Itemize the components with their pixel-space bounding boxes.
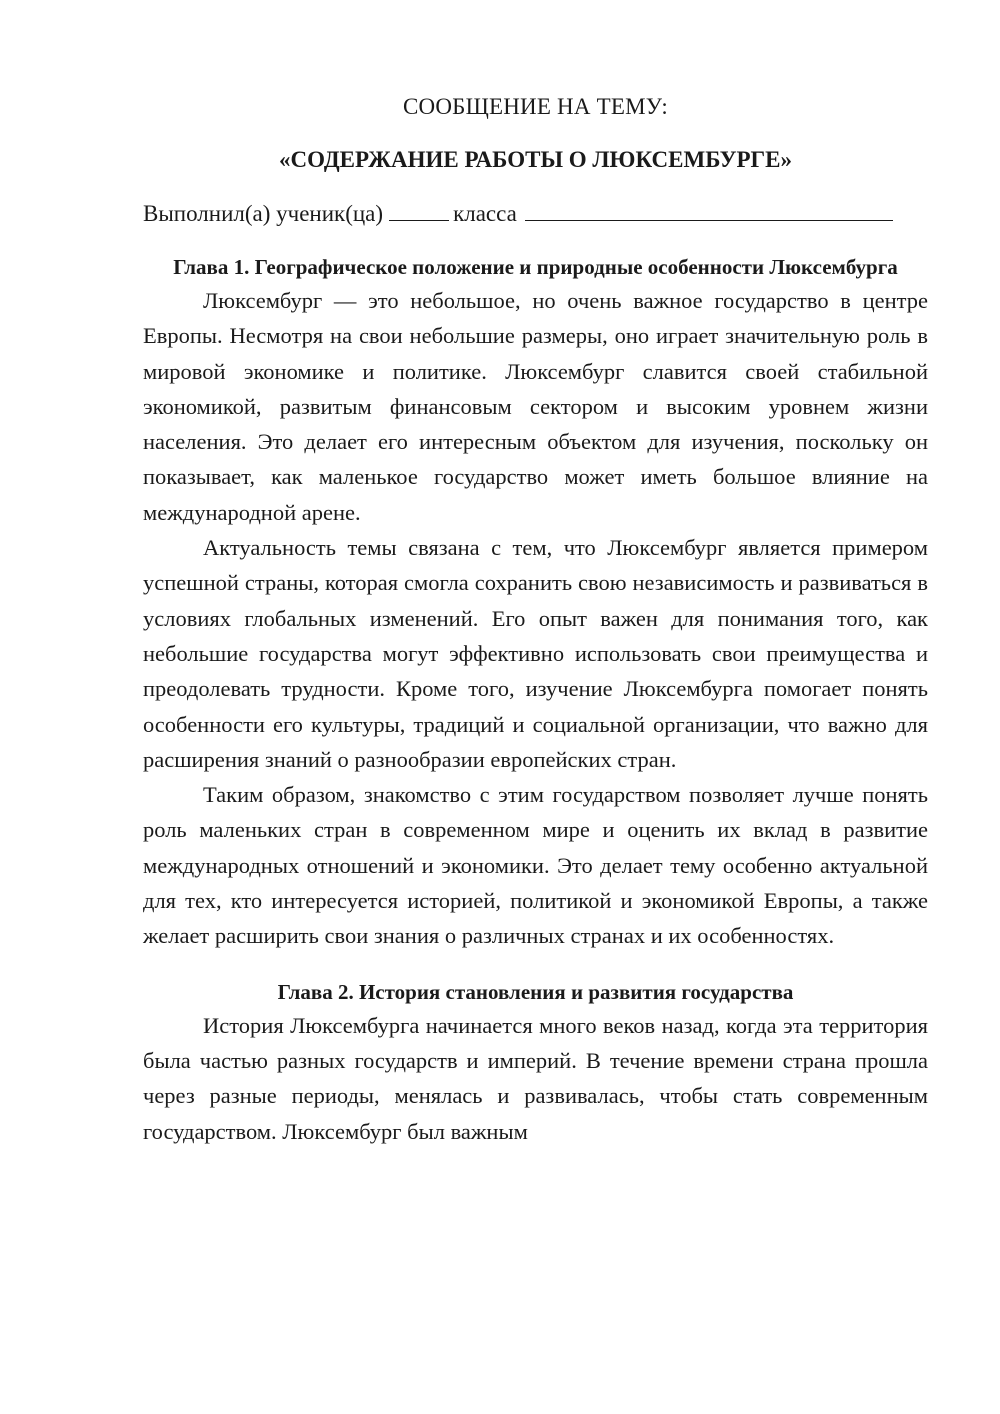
chapter-2-paragraph-1: История Люксембурга начинается много веков назад, когда эта территория была частью разных государств и империй. В течение времени страна прошла через разные периоды, менялась и развивалась, чтобы стать современным государством. Люксембург был важным: [143, 1012, 928, 1144]
chapter-1-paragraph-2: Актуальность темы связана с тем, что Люксембург является примером успешной страны, которая смогла сохранить свою независимость и развиваться в условиях глобальных изменений. Его опыт важен для понимания того, как небольшие государства могут эффективно использовать свои преимущества и преодолевать трудности. Кроме того, изучение Люксембурга помогает понять особенности его культуры, традиций и социальной организации, что важно для расширения знаний о разнообразии европейских стран.: [143, 535, 928, 772]
document-page: [143, 92, 928, 1149]
chapter-1-title: Глава 1. Географическое положение и природные особенности Люксембурга: [173, 255, 898, 279]
student-name-blank: [525, 198, 893, 221]
author-label: Выполнил(а) ученик(ца): [143, 201, 384, 226]
chapter-2-title: Глава 2. История становления и развития государства: [277, 979, 794, 1004]
class-number-blank: [389, 198, 449, 221]
class-label: класса: [453, 201, 517, 226]
document-title: «СОДЕРЖАНИЕ РАБОТЫ О ЛЮКСЕМБУРГЕ»: [278, 147, 793, 172]
document-heading-line1: СООБЩЕНИЕ НА ТЕМУ:: [403, 94, 668, 119]
chapter-1-paragraph-3: Таким образом, знакомство с этим государством позволяет лучше понять роль маленьких стран в современном мире и оценить их вклад в развитие международных отношений и экономики. Это делает тему особенно актуальной для тех, кто интересуется историей, политикой и экономикой Европы, а также желает расширить свои знания о различных странах и их особенностях.: [143, 782, 928, 949]
chapter-1-paragraph-1: Люксембург — это небольшое, но очень важное государство в центре Европы. Несмотря на свои небольшие размеры, оно играет значительную роль в мировой экономике и политике. Люксембург славится своей стабильной экономикой, развитым финансовым сектором и высоким уровнем жизни населения. Это делает его интересным объектом для изучения, поскольку он показывает, как маленькое государство может иметь большое влияние на международной арене.: [143, 288, 928, 525]
author-line: [143, 198, 928, 229]
